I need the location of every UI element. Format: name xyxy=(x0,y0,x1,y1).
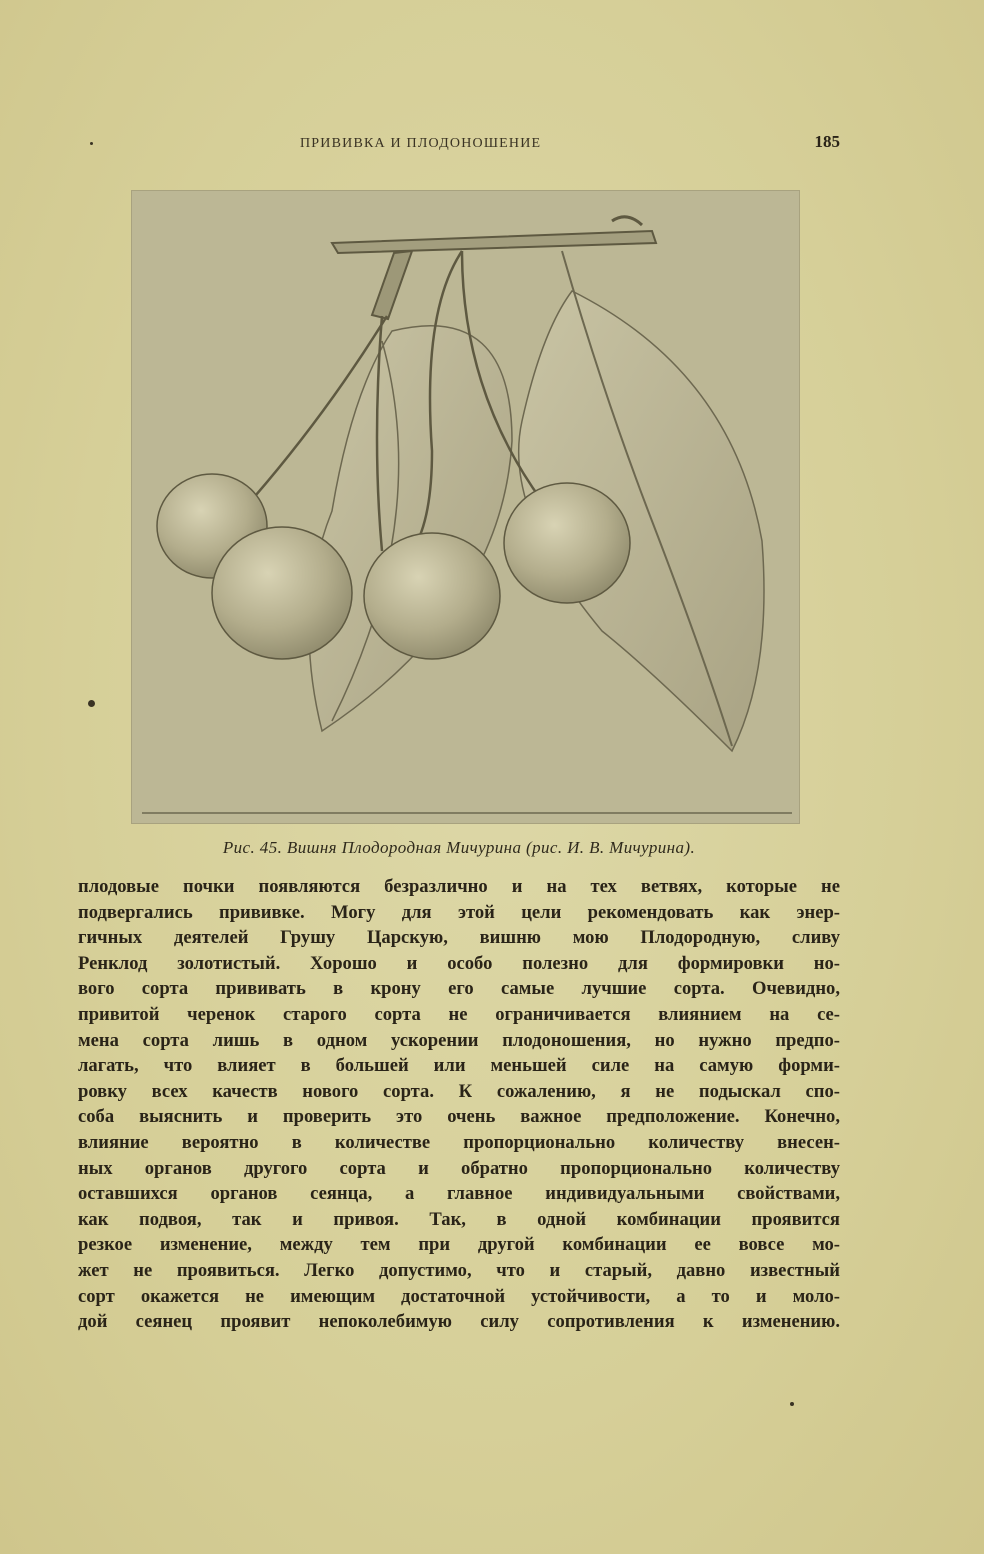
paper-speck xyxy=(90,142,93,145)
paper-speck xyxy=(790,1402,794,1406)
body-line: привитой черенок старого сорта не ограничивается влиянием на се- xyxy=(78,1003,840,1025)
cherry-branch-drawing xyxy=(132,191,799,823)
page-number: 185 xyxy=(814,132,840,151)
body-line: оставшихся органов сеянца, а главное индивидуальными свойствами, xyxy=(78,1183,840,1205)
cherry-4 xyxy=(504,483,630,603)
body-line: ных органов другого сорта и обратно пропорционально количеству xyxy=(78,1157,840,1179)
running-title: ПРИВИВКА И ПЛОДОНОШЕНИЕ xyxy=(300,136,542,151)
body-line: как подвоя, так и привоя. Так, в одной комбинации проявится xyxy=(78,1208,840,1230)
body-line: жет не проявиться. Легко допустимо, что и старый, давно известный xyxy=(78,1259,840,1281)
figure-cherry-illustration xyxy=(131,190,800,824)
cherry-3 xyxy=(364,533,500,659)
body-line: подвергались прививке. Могу для этой цели рекомендовать как энер- xyxy=(78,901,840,923)
body-line: резкое изменение, между тем при другой комбинации ее вовсе мо- xyxy=(78,1234,840,1256)
cherry-2 xyxy=(212,527,352,659)
body-line: ровку всех качеств нового сорта. К сожалению, я не подыскал спо- xyxy=(78,1080,840,1102)
paper-speck xyxy=(88,700,95,707)
body-line: дой сеянец проявит непоколебимую силу сопротивления к изменению. xyxy=(78,1311,840,1333)
body-line: лагать, что влияет в большей или меньшей силе на самую форми- xyxy=(78,1055,840,1077)
body-line: мена сорта лишь в одном ускорении плодоношения, но нужно предпо- xyxy=(78,1029,840,1051)
body-line: сорт окажется не имеющим достаточной устойчивости, а то и моло- xyxy=(78,1285,840,1307)
running-head xyxy=(78,132,840,156)
body-line: Ренклод золотистый. Хорошо и особо полезно для формировки но- xyxy=(78,952,840,974)
body-text xyxy=(78,874,840,1335)
figure-caption: Рис. 45. Вишня Плодородная Мичурина (рис. И. В. Мичурина). xyxy=(222,838,696,857)
body-line: соба выяснить и проверить это очень важное предположение. Конечно, xyxy=(78,1106,840,1128)
body-line: гичных деятелей Грушу Царскую, вишню мою Плодородную, сливу xyxy=(78,927,840,949)
body-line: плодовые почки появляются безразлично и на тех ветвях, которые не xyxy=(78,876,840,897)
body-line: влияние вероятно в количестве пропорционально количеству внесен- xyxy=(78,1131,840,1153)
body-line: вого сорта прививать в крону его самые лучшие сорта. Очевидно, xyxy=(78,978,840,1000)
